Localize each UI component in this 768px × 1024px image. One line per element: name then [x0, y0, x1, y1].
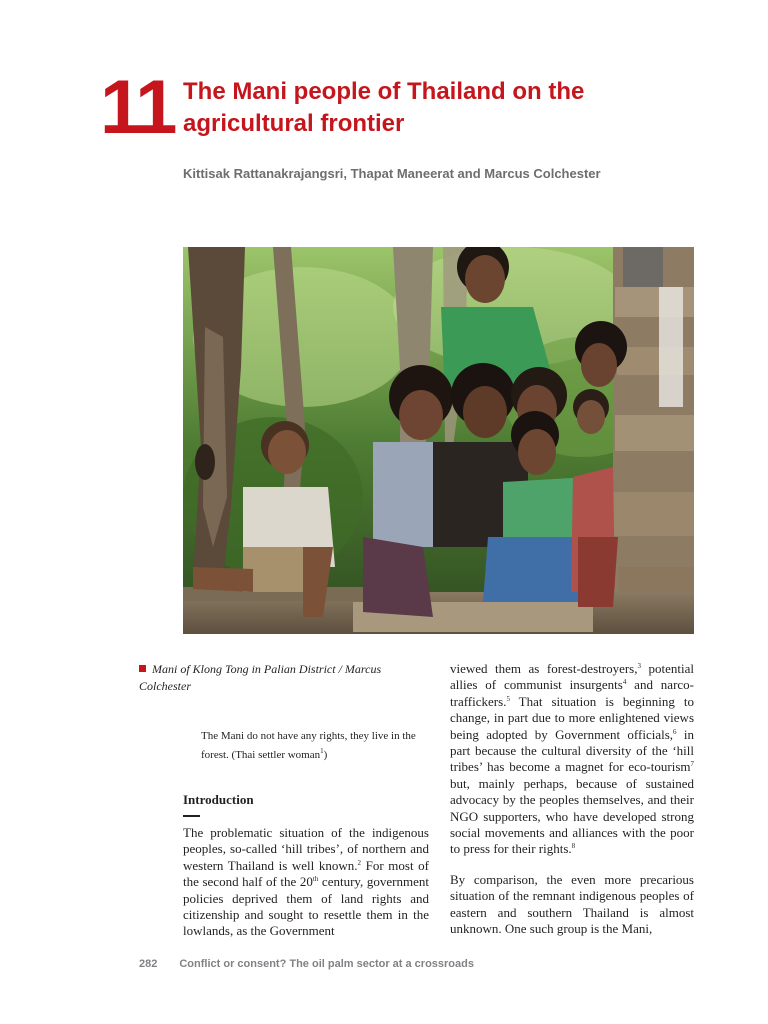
text-run: The problematic situation of the indigenous peoples, so-called ‘hill tribes’, of northern and western Thailand is well known. [183, 825, 429, 873]
book-title: Conflict or consent? The oil palm sector at a crossroads [179, 958, 474, 970]
text-run: For most of the second half of the 20 [183, 857, 430, 890]
chapter-title-line-2: agricultural frontier [183, 110, 405, 137]
text-run: in part because the cultural diversity of the ‘hill tribes’ has become a magnet for eco-tourism [450, 726, 694, 775]
photo-caption-text: Mani of Klong Tong in Palian District / Marcus Colchester [139, 662, 382, 693]
text-run: viewed them as forest-destroyers, [450, 661, 638, 676]
page-number: 282 [139, 958, 158, 970]
footnote-ref: 5 [506, 694, 510, 703]
epigraph-text: The Mani do not have any rights, they live in the forest. (Thai settler woman [201, 730, 416, 761]
body-column-right [450, 661, 694, 938]
intro-paragraph-1 [183, 825, 429, 940]
caption-marker-square [139, 665, 146, 672]
footnote-ref: 8 [571, 842, 576, 851]
epigraph [201, 727, 431, 765]
text-run: and narco-traffickers. [450, 677, 695, 709]
forest-children-photo [183, 247, 694, 634]
footnote-ref: 6 [673, 727, 677, 736]
intro-paragraph-1-continued [450, 661, 694, 858]
footnote-ref: 4 [622, 678, 627, 687]
body-column-left [183, 825, 429, 940]
footnote-ref: 7 [690, 760, 694, 769]
chapter-title [183, 76, 703, 140]
text-run: century, government policies deprived them of land rights and citizenship and sought to resettle them in the lowlands, as the Government [183, 874, 429, 939]
footnote-ref: 2 [357, 858, 362, 867]
heading-rule [183, 815, 200, 817]
page-footer [139, 958, 474, 970]
footnote-ref: 3 [637, 662, 641, 670]
text-run: potential allies of communist insurgents [450, 661, 694, 693]
superscript-ordinal: th [312, 875, 319, 884]
epigraph-close: ) [323, 749, 328, 761]
text-run: That situation is beginning to change, in part due to more enlightened views being adopted by Government officials, [450, 693, 694, 742]
footnote-ref: 1 [320, 747, 324, 755]
chapter-authors: Kittisak Rattanakrajangsri, Thapat Maneerat and Marcus Colchester [183, 166, 601, 181]
intro-paragraph-2: By comparison, the even more precarious situation of the remnant indigenous peoples of eastern and southern Thailand is almost unknown. One such group is the Mani, [450, 871, 694, 937]
section-heading-introduction: Introduction [183, 792, 254, 807]
chapter-photo [183, 247, 694, 634]
chapter-title-line-1: The Mani people of Thailand on the [183, 78, 585, 105]
photo-caption [139, 661, 419, 695]
chapter-number: 11 [100, 65, 175, 150]
text-run: but, mainly perhaps, because of sustained advocacy by the peoples themselves, and their NGO supporters, who have developed strong social movements and alliances with the poor to press for their rights. [450, 775, 694, 857]
